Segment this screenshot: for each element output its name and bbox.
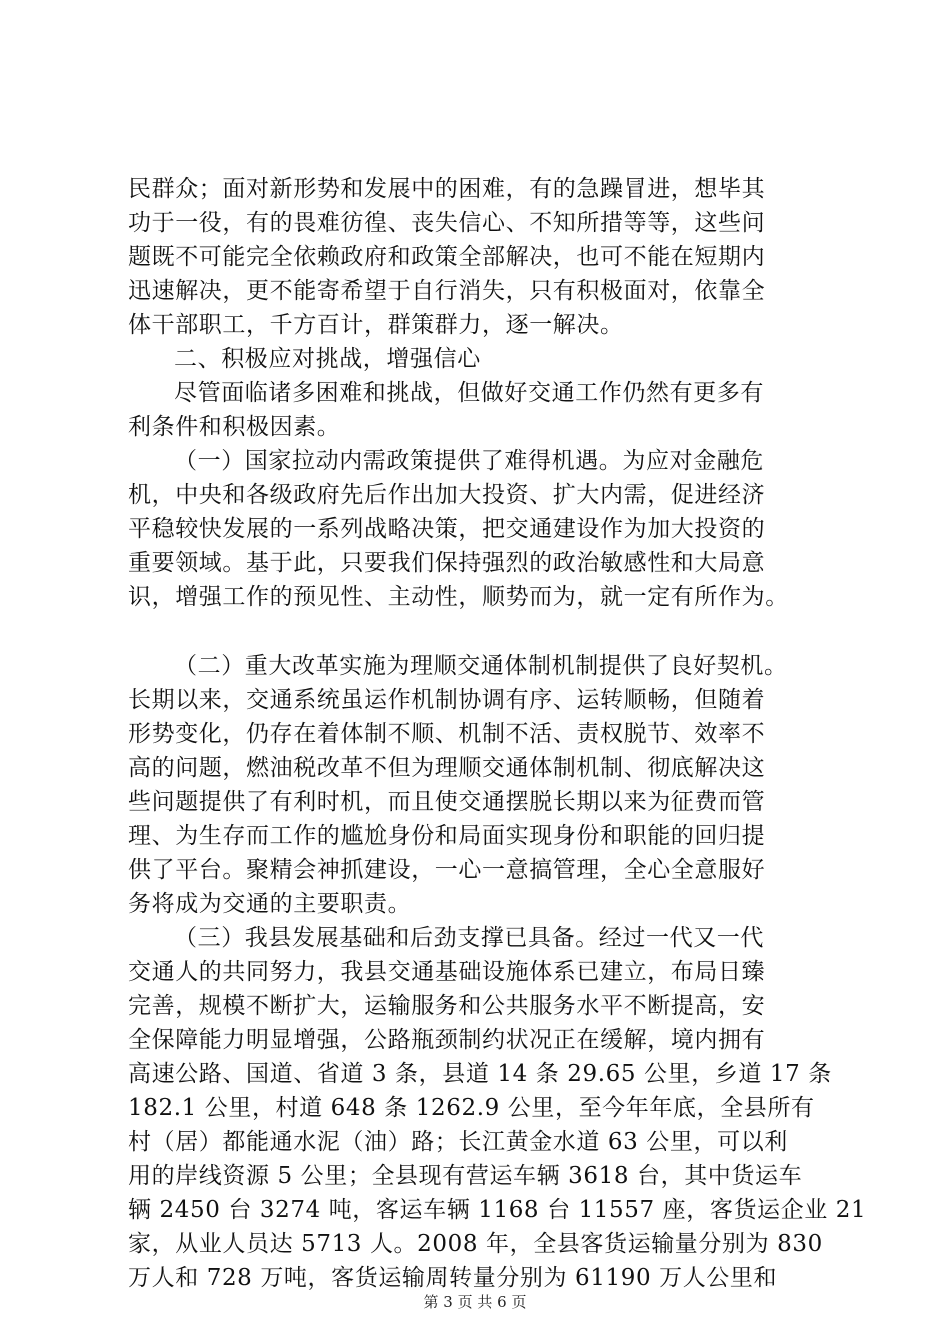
text-line: 182.1 公里，村道 648 条 1262.9 公里，至今年年底，全县所有 bbox=[128, 1095, 815, 1121]
text-line: 交通人的共同努力，我县交通基础设施体系已建立，布局日臻 bbox=[128, 959, 766, 985]
text-line: 平稳较快发展的一系列战略决策，把交通建设作为加大投资的 bbox=[128, 516, 766, 542]
text-line: 全保障能力明显增强，公路瓶颈制约状况正在缓解，境内拥有 bbox=[128, 1027, 766, 1053]
text-line: 供了平台。聚精会神抓建设，一心一意搞管理，全心全意服好 bbox=[128, 857, 766, 883]
text-line: 题既不可能完全依赖政府和政策全部解决，也可不能在短期内 bbox=[128, 244, 766, 270]
text-line: 万人和 728 万吨，客货运输周转量分别为 61190 万人公里和 bbox=[128, 1265, 778, 1291]
text-line: 长期以来，交通系统虽运作机制协调有序、运转顺畅，但随着 bbox=[128, 687, 766, 713]
text-line: 完善，规模不断扩大，运输服务和公共服务水平不断提高，安 bbox=[128, 993, 766, 1019]
text-line: 高速公路、国道、省道 3 条，县道 14 条 29.65 公里，乡道 17 条 bbox=[128, 1061, 832, 1087]
text-line: 村（居）都能通水泥（油）路；长江黄金水道 63 公里，可以利 bbox=[128, 1129, 788, 1155]
text-line: 形势变化，仍存在着体制不顺、机制不活、责权脱节、效率不 bbox=[128, 721, 766, 747]
text-line: 民群众；面对新形势和发展中的困难，有的急躁冒进，想毕其 bbox=[128, 176, 766, 202]
text-line: （三）我县发展基础和后劲支撑已具备。经过一代又一代 bbox=[174, 925, 764, 951]
text-line: 辆 2450 台 3274 吨，客运车辆 1168 台 11557 座，客货运企业 21 bbox=[128, 1197, 867, 1223]
text-line: 理、为生存而工作的尴尬身份和局面实现身份和职能的回归提 bbox=[128, 823, 766, 849]
text-line: 重要领域。基于此，只要我们保持强烈的政治敏感性和大局意 bbox=[128, 550, 766, 576]
section-heading: 二、积极应对挑战，增强信心 bbox=[174, 346, 481, 372]
text-line: 些问题提供了有利时机，而且使交通摆脱长期以来为征费而管 bbox=[128, 789, 766, 815]
text-line: 务将成为交通的主要职责。 bbox=[128, 891, 412, 917]
text-line: 机，中央和各级政府先后作出加大投资、扩大内需，促进经济 bbox=[128, 482, 766, 508]
page-number-footer: 第 3 页 共 6 页 bbox=[423, 1293, 527, 1311]
text-line: 家，从业人员达 5713 人。2008 年，全县客货运输量分别为 830 bbox=[128, 1231, 823, 1257]
text-line: 体干部职工，千方百计，群策群力，逐一解决。 bbox=[128, 312, 624, 338]
text-line: 高的问题，燃油税改革不但为理顺交通体制机制、彻底解决这 bbox=[128, 755, 766, 781]
text-line: 识，增强工作的预见性、主动性，顺势而为，就一定有所作为。 bbox=[128, 584, 789, 610]
text-line: 用的岸线资源 5 公里；全县现有营运车辆 3618 台，其中货运车 bbox=[128, 1163, 803, 1189]
text-line: （一）国家拉动内需政策提供了难得机遇。为应对金融危 bbox=[174, 448, 764, 474]
text-line: 迅速解决，更不能寄希望于自行消失，只有积极面对，依靠全 bbox=[128, 278, 766, 304]
text-line: 尽管面临诸多困难和挑战，但做好交通工作仍然有更多有 bbox=[174, 380, 764, 406]
text-line: 利条件和积极因素。 bbox=[128, 414, 341, 440]
text-line: 功于一役，有的畏难彷徨、丧失信心、不知所措等等，这些问 bbox=[128, 210, 766, 236]
text-line: （二）重大改革实施为理顺交通体制机制提供了良好契机。 bbox=[174, 653, 788, 679]
